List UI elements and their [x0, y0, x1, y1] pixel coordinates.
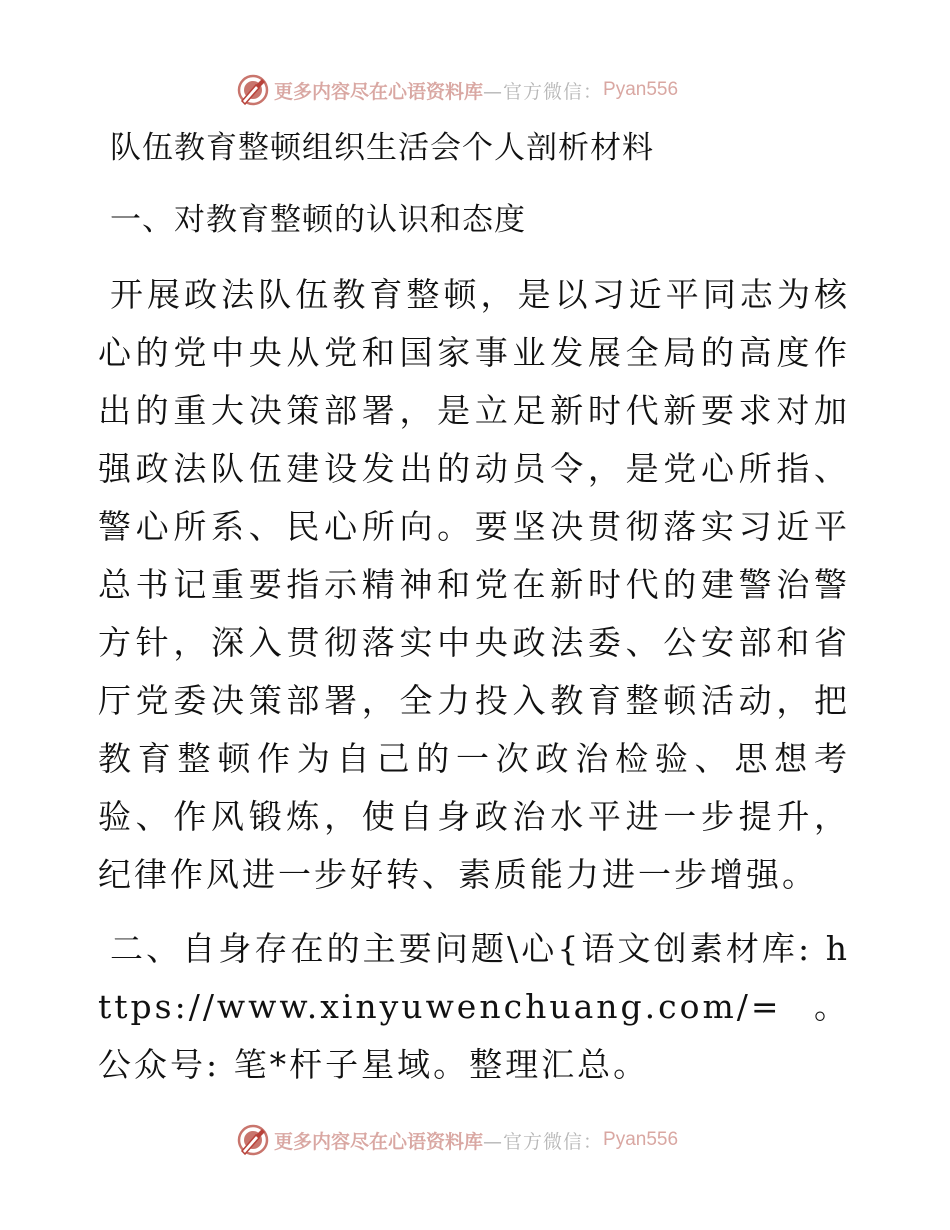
watermark-main-text: 更多内容尽在心语资料库: [274, 80, 484, 103]
pen-logo-icon: [236, 73, 270, 107]
section-1-paragraph-text: 开展政法队伍教育整顿，是以习近平同志为核心的党中央从党和国家事业发展全局的高度作出的重大决策部署，是立足新时代新要求对加强政法队伍建设发出的动员令，是党心所指、警心所系、民心所向。要坚决贯彻落实习近平总书记重要指示精神和党在新时代的建警治警方针，深入贯彻落实中央政法委、公安部和省厅党委决策部署，全力投入教育整顿活动，把教育整顿作为自己的一次政治检验、思想考验、作风锻炼，使自身政治水平进一步提升，纪律作风进一步好转、素质能力进一步增强。: [98, 275, 850, 894]
document-title: 队伍教育整顿组织生活会个人剖析材料: [110, 130, 654, 166]
section-2-paragraph: [98, 920, 850, 1094]
section-2-paragraph-text: 二、自身存在的主要问题\心{语文创素材库: https://www.xinyuwenchuang.com/=。公众号: 笔*杆子星域。整理汇总。: [98, 929, 850, 1084]
header-watermark: [236, 72, 678, 108]
document-body: [98, 126, 850, 1094]
section-1-paragraph: [98, 266, 850, 904]
watermark-sub-text: —官方微信：: [483, 80, 604, 103]
watermark-id-text: Pyan556: [603, 1129, 679, 1150]
section-1-heading: 一、对教育整顿的认识和态度: [110, 202, 526, 238]
watermark-id-text: Pyan556: [603, 79, 679, 100]
watermark-main-text: 更多内容尽在心语资料库: [274, 1130, 484, 1153]
footer-watermark: [236, 1122, 678, 1158]
watermark-sub-text: —官方微信：: [483, 1130, 604, 1153]
pen-logo-icon: [236, 1123, 270, 1157]
